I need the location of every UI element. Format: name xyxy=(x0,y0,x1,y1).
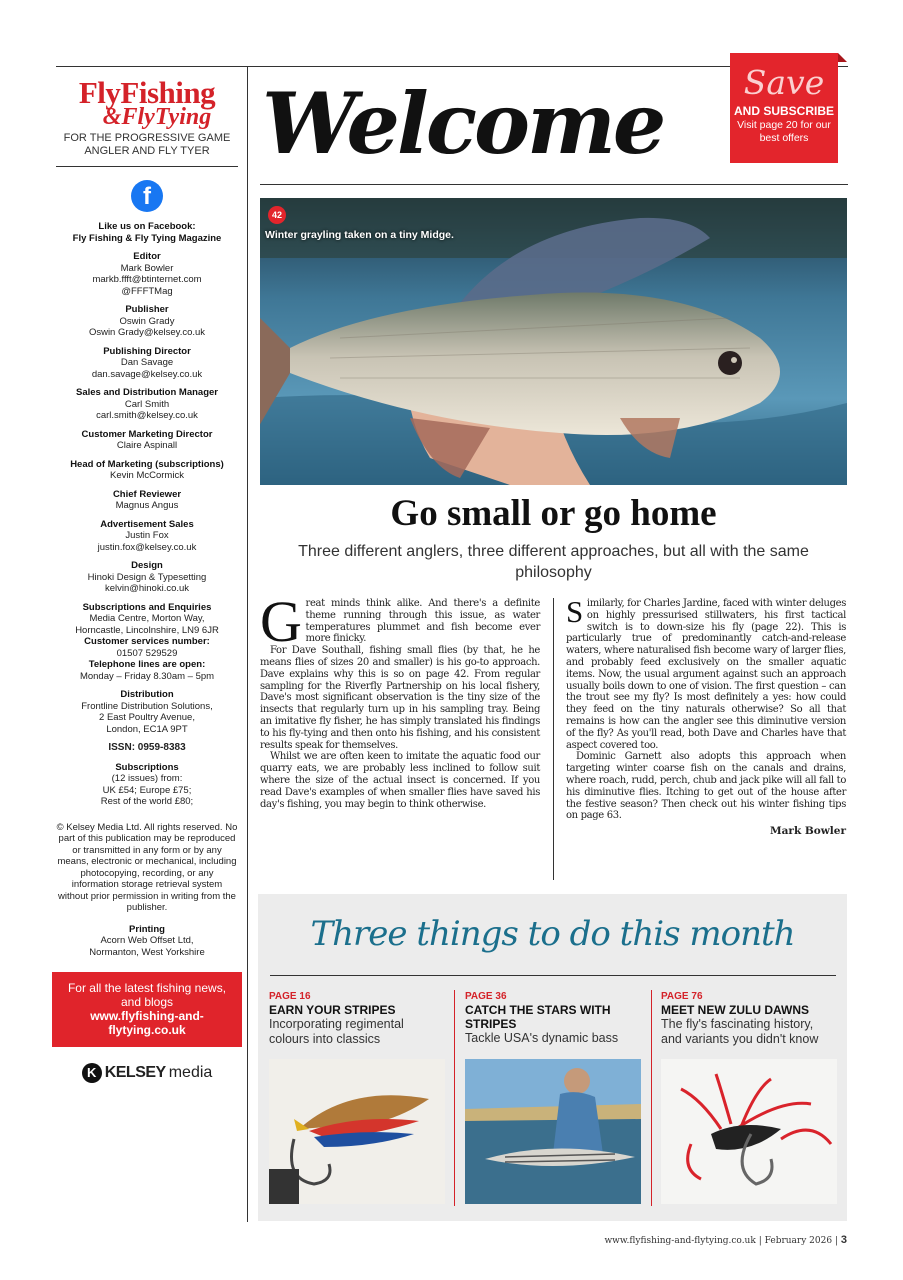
paragraph: Dominic Garnett also adopts this approach when targeting winter coarse fish on the canals and drains, where roach, rudd, perch, chub and jack pike will all fall to his diminutive flies. Itching to get out of the house after the festive season? Then check out his winter fishing tips on page 63. xyxy=(566,751,846,822)
drop-cap: G xyxy=(260,589,302,654)
things-item-2[interactable]: PAGE 36 CATCH THE STARS WITH STRIPES Tackle USA's dynamic bass xyxy=(465,991,619,1045)
staff-sales-manager: Sales and Distribution Manager Carl Smith carl.smith@kelsey.co.uk xyxy=(56,387,238,422)
footer-issue: February 2026 xyxy=(764,1236,833,1246)
facebook-block: Like us on Facebook: Fly Fishing & Fly Tying Magazine xyxy=(56,221,238,244)
paragraph: Similarly, for Charles Jardine, faced with winter deluges on highly pressurised stillwaters, his first tactical switch is to down-size his fly (page 22). This is particularly true of predominantly catch-and-release waters, where naturalised fish become wary of larger flies, and probably feed exclusively on the smaller aquatic items. Now, the usual argument against such an approach usually boils down to one of vision. The first question – can the trout see my fly? Is most definitely a yes: how could they feed on the tiny naturals otherwise? So all that remains is how can the angler see this diminutive version of the fly? As you'll read, both Dave and Charles have that aspect covered too. xyxy=(566,594,846,751)
footer-url[interactable]: www.flyfishing-and-flytying.co.uk xyxy=(604,1236,756,1246)
subscribe-promo[interactable]: Save AND SUBSCRIBE Visit page 20 for our best offers xyxy=(730,53,838,163)
author-signature: Mark Bowler xyxy=(769,825,846,838)
staff-publisher: Publisher Oswin Grady Oswin Grady@kelsey.co.uk xyxy=(56,304,238,339)
zulu-fly-photo xyxy=(661,1059,837,1204)
printing: Printing Acorn Web Offset Ltd, Normanton, West Yorkshire xyxy=(89,923,205,958)
publishing-director-email-link[interactable]: dan.savage@kelsey.co.uk xyxy=(91,368,203,380)
staff-editor: Editor Mark Bowler markb.ffft@btinternet.com @FFFTMag xyxy=(56,251,238,297)
corner-fold xyxy=(838,53,847,62)
column-divider xyxy=(553,598,554,880)
kelsey-media-logo: K KELSEY media xyxy=(56,1063,238,1083)
welcome-title: Welcome xyxy=(262,74,664,173)
article-column-1 xyxy=(260,589,540,810)
distribution: Distribution Frontline Distribution Solutions, 2 East Poultry Avenue, London, EC1A 9PT xyxy=(81,689,213,735)
publisher-email-link[interactable]: Oswin Grady@kelsey.co.uk xyxy=(88,327,206,338)
page-number: 3 xyxy=(840,1234,847,1246)
sidebar-divider xyxy=(247,66,248,1222)
ad-sales-email-link[interactable]: justin.fox@kelsey.co.uk xyxy=(97,541,197,553)
three-things-title: Three things to do this month xyxy=(310,914,795,954)
magazine-tagline: FOR THE PROGRESSIVE GAME ANGLER AND FLY TYER xyxy=(56,132,238,167)
subs-enquiries: Subscriptions and Enquiries Media Centre, Morton Way, Horncastle, Lincolnshire, LN9 6JR Customer services number: 01507 529529 Telephone lines are open: Monday – Friday 8.30am – 5pm xyxy=(56,602,238,683)
things-item-3[interactable]: PAGE 76 MEET NEW ZULU DAWNS The fly's fascinating history, and variants you didn't know xyxy=(661,991,819,1046)
website-promo: For all the latest fishing news, and blogs www.flyfishing-and-flytying.co.uk xyxy=(52,972,242,1047)
hero-photo-grayling xyxy=(260,198,847,485)
item-divider xyxy=(454,990,455,1206)
facebook-icon[interactable]: f xyxy=(131,180,163,212)
website-link[interactable]: www.flyfishing-and-flytying.co.uk xyxy=(90,1009,204,1037)
design-email-link[interactable]: kelvin@hinoki.co.uk xyxy=(104,583,190,594)
striped-bass-photo xyxy=(465,1059,641,1204)
three-things-panel xyxy=(258,894,847,1221)
article-column-2 xyxy=(566,594,846,838)
things-item-1[interactable]: PAGE 16 EARN YOUR STRIPES Incorporating regimental colours into classics xyxy=(269,991,404,1046)
staff-head-marketing: Head of Marketing (subscriptions) Kevin McCormick xyxy=(70,458,224,481)
paragraph: For Dave Southall, fishing small flies (by that, he he means flies of sizes 20 and smaller) is his go-to approach. Dave explains why this is so on page 42. From regular sampling for the Riverfly Partnership on his local fishery, Dave's most significant observation is the tiny size of the insects that regularly turn up in his sampling tray. Being an imitative fly fisher, he has simply translated his findings to his fly-tying and then onto his fishing, and his consistent results speak for themselves. xyxy=(260,645,540,751)
item-divider xyxy=(651,990,652,1206)
subscriptions: Subscriptions (12 issues) from: UK £54; Europe £75; Rest of the world £80; xyxy=(100,761,194,807)
salmon-fly-photo xyxy=(269,1059,445,1204)
photo-caption: Winter grayling taken on a tiny Midge. xyxy=(265,229,454,241)
welcome-rule xyxy=(260,184,848,185)
staff-chief-reviewer: Chief Reviewer Magnus Angus xyxy=(112,488,182,511)
page-badge: 42 xyxy=(268,206,286,224)
three-things-rule xyxy=(270,975,836,976)
copyright-notice: © Kelsey Media Ltd. All rights reserved. No part of this publication may be reproduced or transmitted in any form or by any means, electronic or mechanical, including photocopying, recording, or any information storage retrieval system without prior permission in writing from the publisher. xyxy=(56,821,238,913)
issn: ISSN: 0959-8383 xyxy=(108,742,186,753)
staff-advertisement-sales: Advertisement Sales Justin Fox justin.fox@kelsey.co.uk xyxy=(56,519,238,554)
article-standfirst: Three different anglers, three different approaches, but all with the same philosophy xyxy=(298,543,809,581)
article-headline: Go small or go home xyxy=(390,493,717,534)
masthead-sidebar xyxy=(56,75,238,1083)
staff-customer-marketing: Customer Marketing Director Claire Aspinall xyxy=(81,428,213,451)
staff-publishing-director: Publishing Director Dan Savage dan.savage@kelsey.co.uk xyxy=(56,346,238,381)
magazine-logo: FlyFishing &FlyTying xyxy=(78,75,216,130)
editor-twitter-link[interactable]: @FFFTMag xyxy=(121,285,173,297)
facebook-page-link[interactable]: Fly Fishing & Fly Tying Magazine xyxy=(72,232,222,244)
paragraph: Great minds think alike. And there's a definite theme running through this issue, as water temperatures plummet and fish become ever more finicky. xyxy=(260,589,540,654)
grayling-illustration xyxy=(260,198,847,485)
page-footer: www.flyfishing-and-flytying.co.uk | February 2026 | 3 xyxy=(604,1234,847,1246)
drop-cap: S xyxy=(566,594,583,629)
editor-email-link[interactable]: markb.ffft@btinternet.com xyxy=(92,274,202,285)
sales-manager-email-link[interactable]: carl.smith@kelsey.co.uk xyxy=(96,410,198,421)
paragraph: Whilst we are often keen to imitate the aquatic food our quarry eats, we are probably less inclined to follow suit where the size of the actual insect is concerned. If you read Dave's examples of when smaller flies have saved his day's fishing, you may begin to think otherwise. xyxy=(260,751,540,810)
customer-services-number[interactable]: 01507 529529 xyxy=(116,647,178,659)
staff-design: Design Hinoki Design & Typesetting kelvin@hinoki.co.uk xyxy=(56,560,238,595)
